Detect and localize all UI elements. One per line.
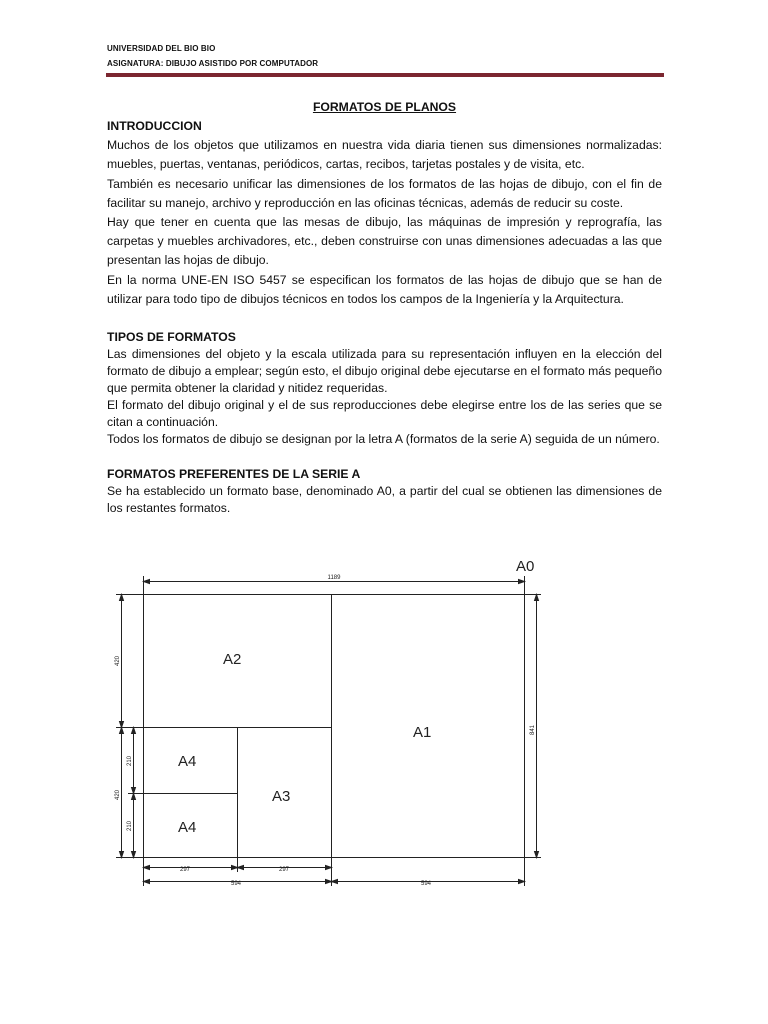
label-a1: A1 (413, 724, 432, 741)
dim-a2-height: 420 (115, 655, 121, 667)
tipos-paragraph-3: Todos los formatos de dibujo se designan por la letra A (formatos de la serie A) seguida de un número. (107, 432, 660, 447)
dim-right-half: 594 (420, 881, 432, 887)
dim-a4-bottom: 210 (127, 820, 133, 832)
preferentes-heading: FORMATOS PREFERENTES DE LA SERIE A (107, 467, 361, 482)
intro-heading: INTRODUCCION (107, 119, 202, 133)
intro-paragraph-2: También es necesario unificar las dimensiones de los formatos de las hojas de dibujo, con el fin de facilitar su manejo, archivo y reproducción en las oficinas técnicas, además de reducir su coste. (107, 176, 662, 210)
dim-left-half: 594 (230, 881, 242, 887)
preferentes-paragraph-1: Se ha establecido un formato base, denominado A0, a partir del cual se obtienen las dimensiones de los restantes formatos. (107, 484, 662, 516)
a0-sheet-outline (144, 595, 525, 858)
dim-a3-height: 420 (115, 789, 121, 801)
tipos-paragraph-1: Las dimensiones del objeto y la escala utilizada para su representación influyen en la elección del formato de dibujo a emplear; según esto, el dibujo original debe ejecutarse en el formato más pequeño que permita obtener la claridad y nitidez requeridas. (107, 347, 662, 396)
dim-total-width: 1189 (327, 575, 341, 581)
tipos-paragraph-2: El formato del dibujo original y el de sus reproducciones debe elegirse entre los de las series que se citan a continuación. (107, 398, 662, 430)
label-a0: A0 (516, 558, 535, 575)
label-a2: A2 (223, 651, 242, 668)
intro-paragraph-4: En la norma UNE-EN ISO 5457 se especifican los formatos de las hojas de dibujo que se han de utilizar para todo tipo de dibujos técnicos en todos los campos de la Ingeniería y la Arquitectura. (107, 272, 662, 306)
label-a4-top: A4 (178, 753, 197, 770)
intro-paragraph-3: Hay que tener en cuenta que las mesas de dibujo, las máquinas de impresión y reprografía, las carpetas y muebles archivadores, etc., deben construirse con unas dimensiones adecuadas a las que presentan las hojas de dibujo. (107, 215, 662, 268)
header-subject: ASIGNATURA: DIBUJO ASISTIDO POR COMPUTADOR (107, 59, 319, 68)
label-a3: A3 (272, 788, 291, 805)
dim-total-height: 841 (530, 724, 536, 736)
label-a4-bottom: A4 (178, 819, 197, 836)
intro-paragraph-1: Muchos de los objetos que utilizamos en nuestra vida diaria tienen sus dimensiones normalizadas: muebles, puertas, ventanas, periódicos, cartas, recibos, tarjetas postales y de visita, etc. (107, 138, 662, 172)
dim-a4-top: 210 (127, 755, 133, 767)
dim-a4-width: 297 (179, 867, 191, 873)
tipos-heading: TIPOS DE FORMATOS (107, 330, 236, 345)
dim-a3-width: 297 (278, 867, 290, 873)
header-institution: UNIVERSIDAD DEL BIO BIO (107, 44, 216, 53)
page-title: FORMATOS DE PLANOS (312, 100, 457, 114)
